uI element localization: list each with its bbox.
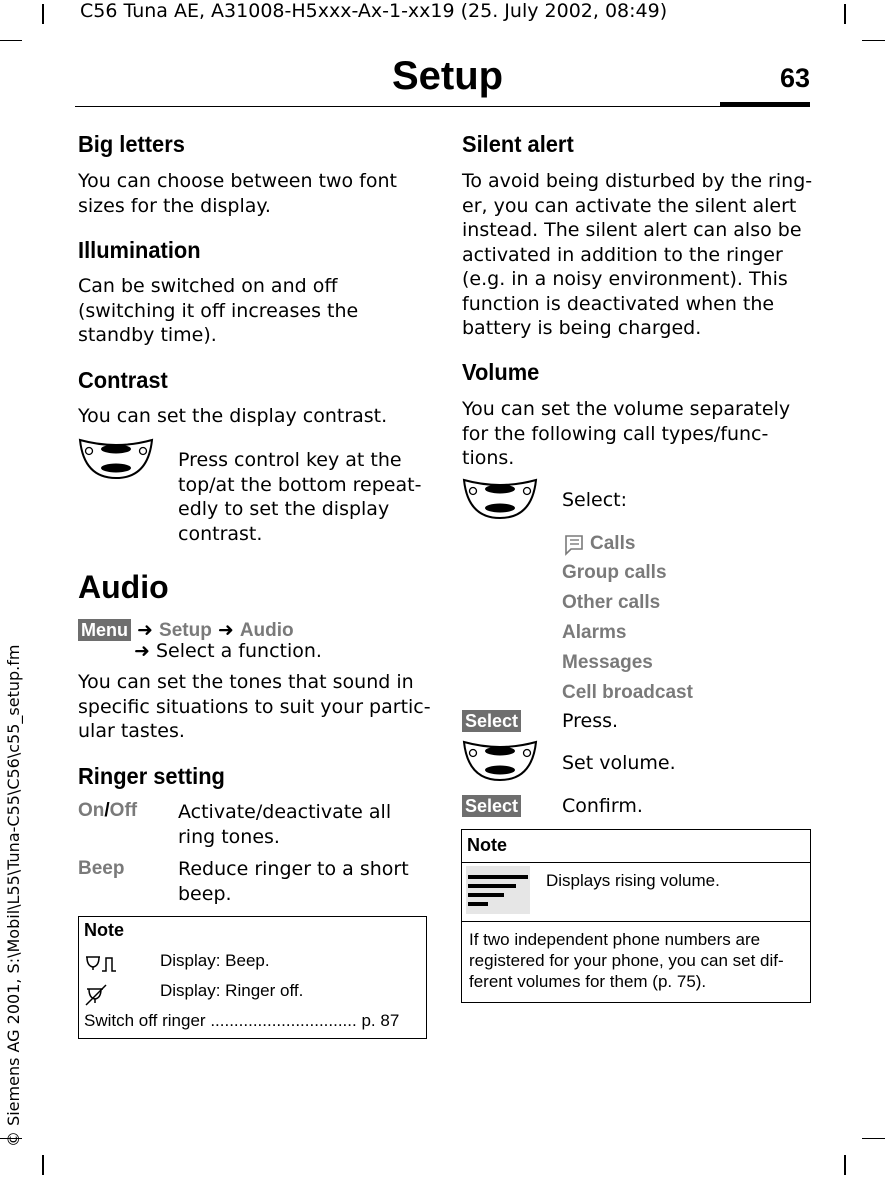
section-heading-illumination: Illumination (78, 237, 201, 263)
link-dots: ............................... (210, 1011, 357, 1030)
illumination-body (78, 274, 358, 348)
note-title: Note (467, 835, 507, 855)
note-box-ringer (78, 916, 427, 1039)
note-divider (462, 921, 810, 922)
page-title: Setup (392, 54, 504, 98)
select-function-text: Select a function. (155, 640, 322, 662)
crop-mark (862, 40, 885, 41)
ringer-off-icon (84, 983, 108, 1007)
text-line: Activate/deactivate all (178, 801, 392, 823)
option-off: Off (109, 800, 138, 821)
text-line: (e.g. in a noisy environment). This (462, 268, 788, 290)
volume-item-group-calls: Group calls (562, 562, 667, 583)
volume-item-alarms: Alarms (562, 622, 627, 643)
text-line: function is deactivated when the (462, 292, 775, 315)
text-line: If two independent phone numbers are (469, 930, 761, 949)
volume-bar (468, 884, 516, 888)
arrow-icon: ➜ (137, 619, 153, 641)
section-heading-volume: Volume (462, 359, 540, 385)
calls-icon (563, 534, 585, 556)
text-line: registered for your phone, you can set dif- (469, 951, 784, 970)
control-key-icon (462, 478, 538, 520)
text-line: beep. (178, 882, 232, 905)
text-line: sizes for the display. (78, 194, 271, 217)
text-line: You can choose between two font (78, 170, 397, 192)
text-line: er, you can activate the silent alert (462, 194, 797, 217)
audio-body (78, 670, 431, 744)
section-heading-big-letters: Big letters (78, 131, 185, 157)
volume-item-other-calls: Other calls (562, 592, 661, 613)
menu-path (78, 619, 294, 642)
contrast-body: You can set the display contrast. (78, 405, 388, 427)
text-line: ular tastes. (78, 720, 185, 742)
option-on: On (78, 800, 105, 821)
volume-bar (468, 893, 504, 897)
silent-alert-body (462, 169, 812, 341)
volume-bar (468, 875, 528, 879)
text-line: instead. The silent alert can also be (462, 219, 802, 241)
beep-description (178, 857, 409, 906)
text-line: specific situations to suit your partic- (78, 695, 431, 718)
control-key-icon (78, 438, 154, 480)
big-letters-body (78, 169, 397, 218)
beep-icon (84, 953, 118, 975)
crop-mark (844, 4, 846, 24)
section-heading-contrast: Contrast (78, 367, 168, 393)
section-heading-audio: Audio (78, 569, 169, 605)
text-line: You can set the volume separately (462, 398, 791, 420)
volume-item-cell-broadcast: Cell broadcast (562, 682, 693, 703)
set-volume-text: Set volume. (562, 752, 676, 774)
volume-select-label: Select: (562, 489, 628, 511)
text-line: contrast. (178, 522, 263, 545)
select-softkey[interactable]: Select (462, 795, 521, 817)
note-row-ringer-off: Display: Ringer off. (160, 981, 304, 1000)
text-line: To avoid being disturbed by the ring- (462, 170, 813, 192)
note-row-rising-volume: Displays rising volume. (546, 871, 720, 890)
header-rule (75, 106, 810, 107)
cross-reference-link[interactable] (84, 1011, 399, 1031)
text-line: ring tones. (178, 825, 280, 848)
crop-mark (0, 40, 22, 41)
text-line: Reduce ringer to a short (178, 858, 409, 880)
section-heading-silent-alert: Silent alert (462, 131, 574, 157)
document-header: C56 Tuna AE, A31008-H5xxx-Ax-1-xx19 (25. July 2002, 08:49) (80, 0, 668, 22)
menu-path-audio: Audio (239, 620, 294, 641)
menu-path-line2 (134, 640, 322, 662)
crop-mark (844, 1155, 846, 1175)
arrow-icon: ➜ (134, 640, 150, 662)
text-line: top/at the bottom repeat- (178, 473, 422, 496)
text-line: tions. (462, 447, 515, 469)
text-line: Press control key at the (178, 449, 402, 471)
arrow-icon: ➜ (217, 619, 234, 641)
note-body (469, 929, 784, 992)
note-box-volume (461, 829, 811, 1003)
link-page: p. 87 (361, 1011, 400, 1030)
text-line: You can set the tones that sound in (78, 671, 414, 693)
on-off-description (178, 800, 391, 849)
volume-bar (468, 902, 488, 906)
volume-bars-icon (466, 866, 530, 914)
text-line: activated in addition to the ringer (462, 243, 783, 266)
volume-item-calls: Calls (590, 533, 636, 554)
text-line: standby time). (78, 324, 217, 346)
text-line: ferent volumes for them (p. 75). (469, 972, 707, 991)
text-line: edly to set the display (178, 498, 390, 520)
menu-softkey[interactable]: Menu (78, 619, 131, 641)
contrast-key-text (178, 448, 421, 546)
ringer-on-off-label (78, 800, 137, 822)
page-number-rule (720, 102, 810, 106)
section-heading-ringer-setting: Ringer setting (78, 763, 225, 789)
text-line: battery is being charged. (462, 317, 702, 339)
text-line: (switching it off increases the (78, 299, 359, 322)
copyright-sidebar: © Siemens AG 2001, S:\Mobil\L55\Tuna-C55\C56\c55_setup.fm (4, 644, 23, 1147)
volume-item-messages: Messages (562, 652, 653, 673)
crop-mark (42, 4, 44, 24)
select-softkey-row (462, 710, 521, 732)
select-softkey[interactable]: Select (462, 710, 521, 732)
crop-mark (862, 1138, 885, 1139)
note-row-beep: Display: Beep. (160, 951, 270, 970)
select-confirm-text: Confirm. (562, 795, 643, 817)
option-separator: / (104, 800, 110, 821)
link-text: Switch off ringer (84, 1011, 206, 1030)
select-press-text: Press. (562, 710, 619, 732)
crop-mark (42, 1155, 44, 1175)
volume-body (462, 397, 790, 471)
menu-path-setup: Setup (159, 620, 212, 641)
select-softkey-row (462, 795, 521, 817)
option-beep: Beep (78, 858, 125, 879)
text-line: for the following call types/func- (462, 422, 769, 445)
note-divider (462, 862, 810, 863)
note-title: Note (84, 920, 124, 940)
text-line: Can be switched on and off (78, 275, 338, 297)
page-number: 63 (780, 63, 811, 93)
control-key-icon (462, 740, 538, 782)
